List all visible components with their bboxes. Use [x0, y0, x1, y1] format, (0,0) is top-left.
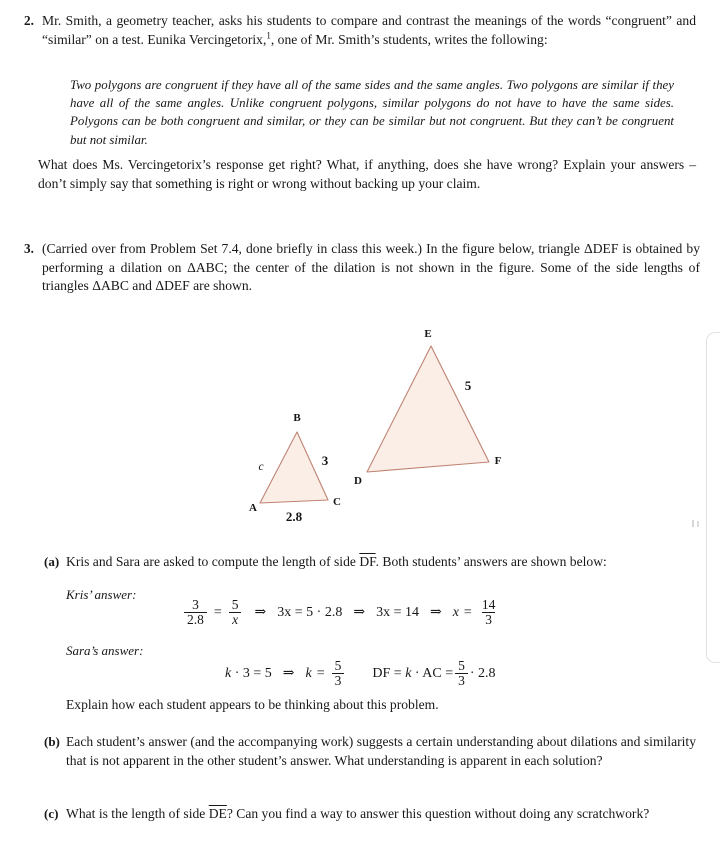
part-b	[44, 733, 696, 770]
kris-frac-right-numerator: 5	[231, 597, 239, 612]
part-b-letter: (b)	[44, 734, 60, 749]
kris-fraction-left	[184, 598, 207, 627]
vertex-label-d: D	[354, 475, 362, 487]
scan-speck-mark-secondary	[697, 521, 699, 527]
kris-answer-label	[66, 586, 136, 603]
sara-k-equals: =	[316, 665, 325, 681]
kris-result-denominator: 3	[482, 612, 495, 627]
part-c-text	[66, 805, 696, 824]
kris-arrow-3: ⇒	[429, 605, 442, 621]
scan-speck-mark	[692, 520, 694, 527]
sara-arrow-1: ⇒	[282, 666, 295, 682]
vertex-label-a: A	[249, 502, 257, 514]
problem-2-question	[38, 156, 696, 193]
sara-k-numerator: 5	[334, 658, 342, 673]
sara-df-expression: DF = k · AC =	[372, 665, 454, 681]
sara-df-numerator: 5	[458, 658, 465, 673]
part-c-letter: (c)	[44, 806, 59, 821]
problem-2-text-before-name: Mr. Smith, a geometry teacher, asks his students to compare and contrast the meanings of the words “congruent” and “similar” on a test. Eunika Vercingetorix,	[42, 13, 696, 47]
problem-2	[24, 12, 696, 49]
sara-step-1: k · 3 = 5	[225, 665, 272, 681]
vertex-label-e: E	[424, 328, 432, 340]
part-c-text-pre: What is the length of side	[66, 806, 209, 821]
sara-df-tail: · 2.8	[469, 665, 496, 681]
part-a-prompt-pre: Kris and Sara are asked to compute the length of side	[66, 554, 360, 569]
problem-2-question-text: What does Ms. Vercingetorix’s response get right? What, if anything, does she have wrong? Explain your answers – don’t simply say that something is right or wrong without backing up your claim.	[38, 157, 696, 191]
sara-answer-label	[66, 642, 143, 659]
kris-frac-right-denominator: x	[229, 612, 241, 627]
sara-df-denominator: 3	[455, 673, 468, 688]
part-a	[44, 553, 696, 572]
kris-answer-work	[182, 598, 500, 627]
part-b-text: Each student’s answer (and the accompanying work) suggests a certain understanding about dilations and similarity that is not apparent in the other student’s answer. What understanding is apparent in each solution?	[66, 734, 696, 768]
sara-k-denominator: 3	[332, 673, 345, 688]
part-a-closing-text: Explain how each student appears to be thinking about this problem.	[66, 697, 439, 712]
part-a-prompt-post: . Both students’ answers are shown below:	[375, 554, 607, 569]
blockquote-text: Two polygons are congruent if they have all of the same sides and the same angles. Two polygons are similar if they have all of the same angles. Unlike congruent polygons, similar polygons do not have to have the same sides. Polygons can be both congruent and similar, or they can be similar but not congruent. But they can’t be congruent but not similar.	[70, 78, 674, 147]
kris-result-fraction	[479, 598, 499, 627]
vertex-label-f: F	[494, 455, 502, 467]
sara-df-fraction	[455, 659, 468, 688]
triangles-svg	[0, 318, 720, 538]
problem-2-number: 2.	[24, 13, 34, 28]
kris-frac-left-numerator: 3	[192, 597, 199, 612]
problem-2-body	[42, 12, 696, 49]
triangle-abc-shape	[260, 432, 328, 503]
vertex-label-c: C	[333, 496, 341, 508]
side-length-bc: 3	[321, 453, 329, 468]
vertex-label-b: B	[293, 412, 301, 424]
part-a-letter: (a)	[44, 554, 60, 569]
part-c	[44, 805, 696, 824]
kris-arrow-1: ⇒	[254, 605, 267, 621]
part-a-closing	[66, 696, 666, 715]
kris-result-numerator: 14	[481, 597, 496, 612]
sara-k-variable: k	[305, 665, 312, 681]
sara-answer-work	[225, 659, 496, 688]
kris-equals-1: =	[213, 604, 222, 620]
sara-answer-label-text: Sara’s answer:	[66, 643, 144, 658]
kris-result-equals: =	[463, 604, 472, 620]
side-label-ab: c	[258, 461, 264, 473]
triangle-def-shape	[367, 346, 489, 472]
problem-3-body: (Carried over from Problem Set 7.4, done briefly in class this week.) In the figure below, triangle ΔDEF is obtained by performing a dilation on ΔABC; the center of the dilation is not shown in the figure. Some of the side lengths of triangles ΔABC and ΔDEF are shown.	[42, 241, 700, 294]
side-length-ac: 2.8	[285, 509, 303, 524]
kris-fraction-right	[229, 598, 242, 627]
side-length-ef: 5	[464, 378, 472, 393]
segment-de: $\overline{DE}$	[208, 806, 227, 821]
problem-3-number: 3.	[24, 241, 34, 256]
footnote-marker: 1	[266, 30, 271, 41]
problem-3	[24, 240, 700, 296]
similar-triangles-figure	[0, 318, 720, 538]
kris-answer-label-text: Kris’ answer:	[66, 587, 137, 602]
problem-2-text-after-name: , one of Mr. Smith’s students, writes the following:	[270, 31, 548, 47]
kris-frac-left-denominator: 2.8	[184, 612, 207, 627]
kris-step-2: 3x = 14	[376, 604, 419, 620]
part-a-prompt	[66, 553, 696, 572]
segment-df: $\overline{DF}$	[359, 554, 376, 569]
kris-step-1: 3x = 5 · 2.8	[277, 604, 343, 620]
part-c-text-post: ? Can you find a way to answer this question without doing any scratchwork?	[226, 806, 650, 821]
kris-arrow-2: ⇒	[353, 605, 366, 621]
student-response-blockquote	[70, 76, 674, 149]
sara-k-fraction	[332, 659, 345, 688]
kris-result-variable: x	[452, 604, 459, 620]
